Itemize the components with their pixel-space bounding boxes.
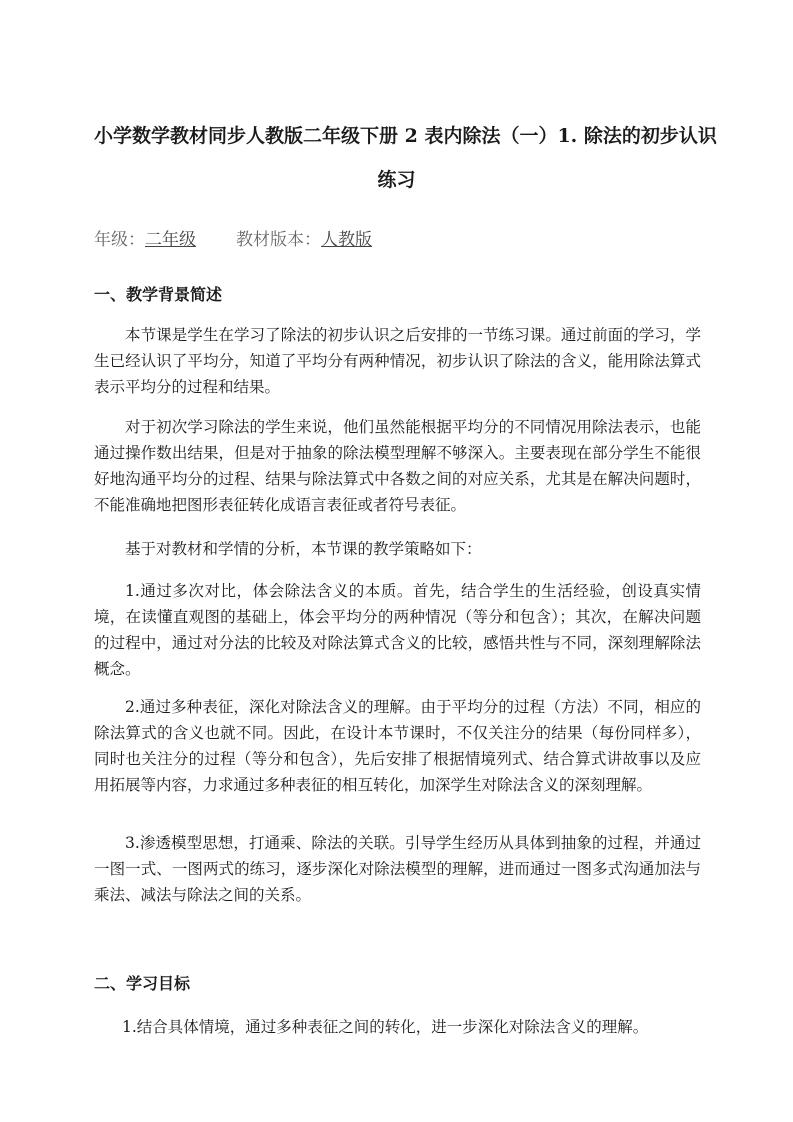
grade-value: 二年级 bbox=[145, 230, 196, 250]
paragraph-2: 对于初次学习除法的学生来说，他们虽然能根据平均分的不同情况用除法表示，也能通过操作数出结果，但是对于抽象的除法模型理解不够深入。主要表现在部分学生不能很好地沟通平均分的过程、结果与除法算式中各数之间的对应关系，尤其是在解决问题时，不能准确地把图形表征转化成语言表征或者符号表征。 bbox=[94, 418, 701, 514]
section-heading-background: 一、教学背景简述 bbox=[94, 285, 223, 304]
paragraph-strategy-2: 2.通过多种表征，深化对除法含义的理解。由于平均分的过程（方法）不同，相应的除法算式的含义也就不同。因此，在设计本节课时，不仅关注分的结果（每份同样多），同时也关注分的过程（等分和包含），先后安排了根据情境列式、结合算式讲故事以及应用拓展等内容，力求通过多种表征的相互转化，加深学生对除法含义的深刻理解。 bbox=[94, 698, 701, 794]
document-title-line-1: 小学数学教材同步人教版二年级下册 2 表内除法（一）1. 除法的初步认识 bbox=[94, 125, 717, 147]
document-title-line-2: 练习 bbox=[377, 169, 416, 191]
paragraph-strategy-1: 1.通过多次对比，体会除法含义的本质。首先，结合学生的生活经验，创设真实情境，在读懂直观图的基础上，体会平均分的两种情况（等分和包含）；其次，在解决问题的过程中，通过对分法的比较及对除法算式含义的比较，感悟共性与不同，深刻理解除法概念。 bbox=[94, 582, 701, 678]
paragraph-1: 本节课是学生在学习了除法的初步认识之后安排的一节练习课。通过前面的学习，学生已经认识了平均分，知道了平均分有两种情况，初步认识了除法的含义，能用除法算式表示平均分的过程和结果。 bbox=[94, 326, 701, 396]
section-heading-goals: 二、学习目标 bbox=[94, 974, 191, 993]
document-meta bbox=[94, 228, 372, 252]
paragraph-strategy-3: 3.渗透模型思想，打通乘、除法的关联。引导学生经历从具体到抽象的过程，并通过一图一式、一图两式的练习，逐步深化对除法模型的理解，进而通过一图多式沟通加法与乘法、减法与除法之间的关系。 bbox=[94, 834, 701, 904]
grade-label: 年级： bbox=[94, 230, 145, 250]
goal-item-1: 1.结合具体情境，通过多种表征之间的转化，进一步深化对除法含义的理解。 bbox=[122, 1018, 649, 1036]
paragraph-3: 基于对教材和学情的分析，本节课的教学策略如下： bbox=[125, 540, 482, 558]
version-value: 人教版 bbox=[321, 230, 372, 250]
version-label: 教材版本： bbox=[236, 230, 321, 250]
